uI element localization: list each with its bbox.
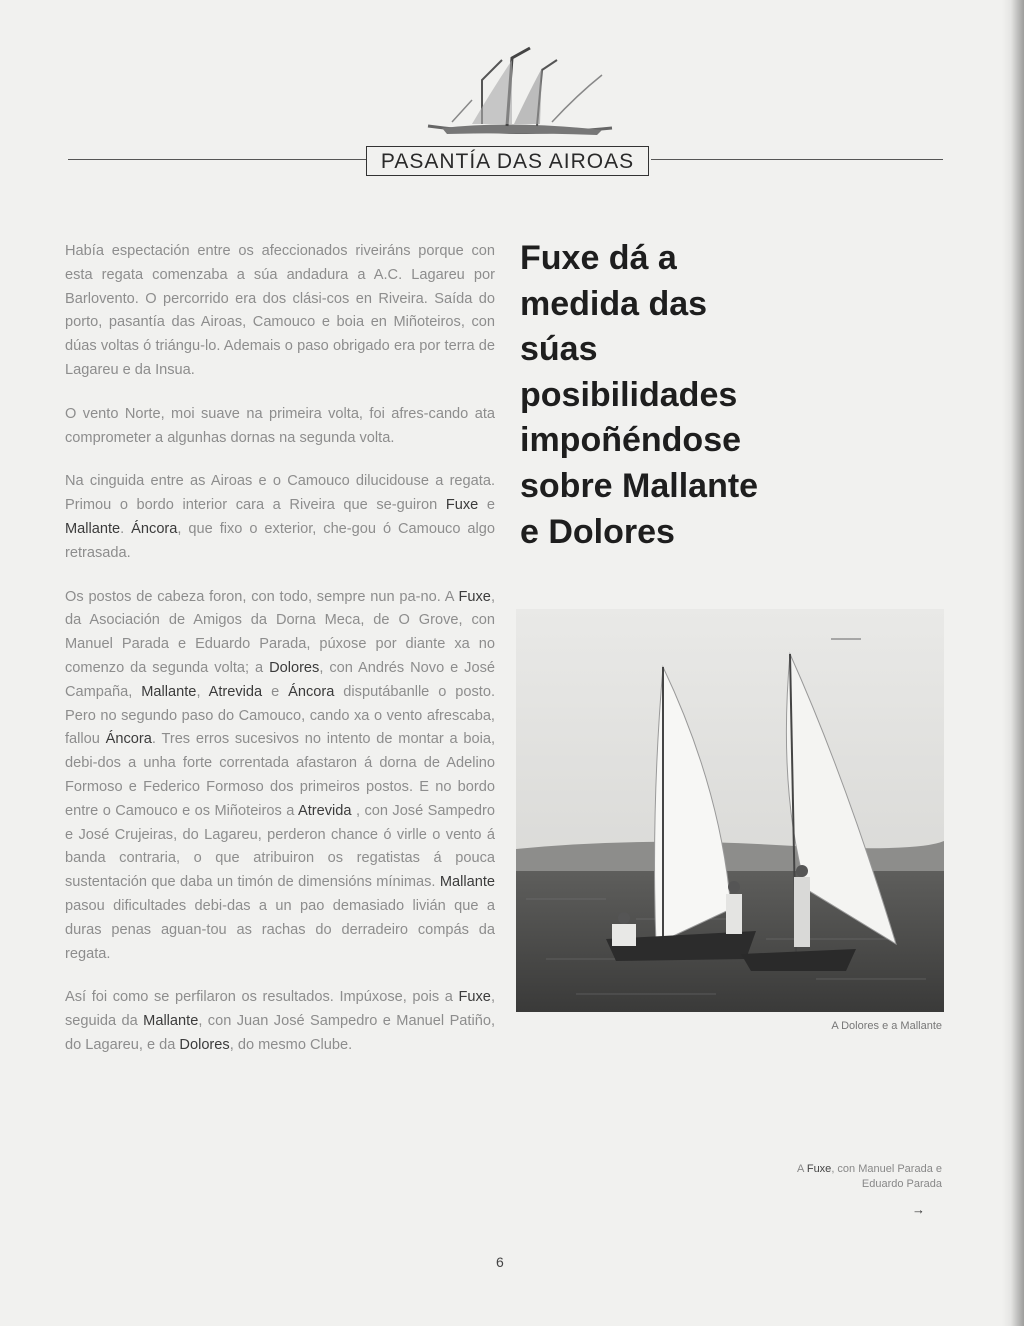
sailboat-logo-icon — [412, 40, 618, 140]
header-rule-left — [68, 159, 366, 160]
paragraph-4: Os postos de cabeza foron, con todo, sempre nun pa-no. A Fuxe, da Asociación de Amigos da Dorna Meca, de O Grove, con Manuel Parada e Eduardo Parada, púxose por diante xa no comenzo da segunda volta; a Dolores, con Andrés Novo e José Campaña, Mallante, Atrevida e Áncora disputábanlle o posto. Pero no segundo paso do Camouco, cando xa o vento afrescaba, fallou Áncora. Tres erros sucesivos no intento de montar a boia, debi-dos a unha forte correntada afastaron á dorna de Adelino Formoso e Federico Formoso dos primeiros postos. E no bordo entre o Camouco e os Miñoteiros a Atrevida , con José Sampedro e José Crujeiras, do Lagareu, perderon chance ó virlle o vento á banda contraria, o que atribuiron os regatistas á pouca sustentación que daba un timón de dimensións mínimas. Mallante pasou dificultades debi-das a un pao demasiado livián que a duras penas aguan-tou as rachas do derradeiro compás da regata. — [65, 588, 496, 962]
page-edge-shadow — [1002, 0, 1024, 1326]
side-caption: A Fuxe, con Manuel Parada e Eduardo Parada — [797, 1163, 942, 1190]
paragraph-5: Así foi como se perfilaron os resultados. Impúxose, pois a Fuxe, seguida da Mallante, con Juan José Sampedro e Manuel Patiño, do Lagareu, e da Dolores, do mesmo Clube. — [65, 989, 495, 1053]
headline: Fuxe dá a medida das súas posibilidades impoñéndose sobre Mallante e Dolores — [520, 239, 759, 551]
paragraph-3: Na cinguida entre as Airoas e o Camouco dilucidouse a regata. Primou o bordo interior cara a Riveira que se-guiron Fuxe e Mallante. Áncora, que fixo o exterior, che-gou ó Camouco algo retrasada. — [65, 473, 496, 561]
page-number: 6 — [496, 1254, 504, 1270]
photo-caption: A Dolores e a Mallante — [831, 1020, 942, 1032]
article-body — [65, 240, 495, 1078]
header-rule-right — [651, 159, 943, 160]
paragraph-2: O vento Norte, moi suave na primeira volta, foi afres-cando ata comprometer a algunhas dornas na segunda volta. — [65, 405, 495, 446]
section-title: PASANTÍA DAS AIROAS — [366, 146, 649, 176]
paragraph-1: Había espectación entre os afeccionados riveiráns porque con esta regata comenzaba a súa andadura a A.C. Lagareu por Barlovento. O percorrido era dos clási-cos en Riveira. Saída do porto, pasantía das Airoas, Camouco e boia en Miñoteiros, con dúas voltas ó triángu-lo. Ademais o paso obrigado era por terra de Lagareu e da Insua. — [65, 243, 495, 378]
arrow-icon: → — [912, 1202, 925, 1217]
sailing-photo — [516, 609, 944, 1012]
